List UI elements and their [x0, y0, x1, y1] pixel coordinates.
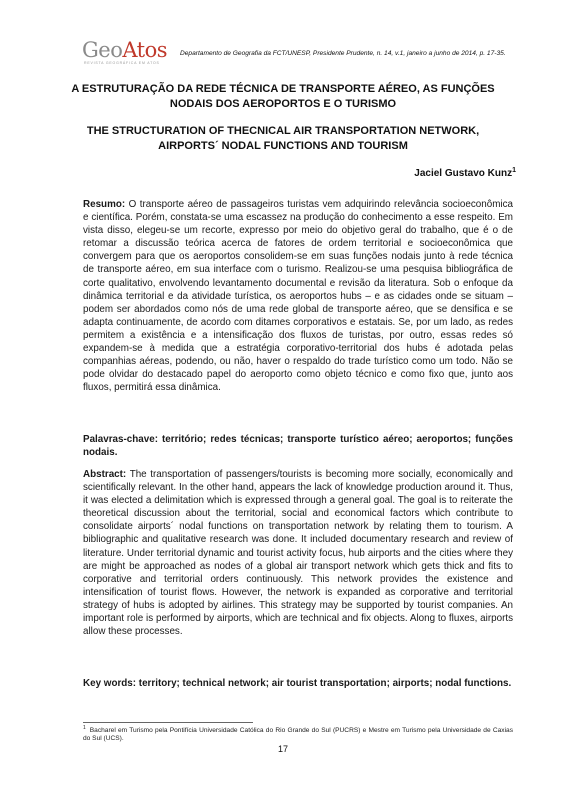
footnote	[83, 727, 513, 744]
keywords-english: Key words: territory; technical network; air tourist transportation; airports; nodal functions.	[83, 678, 512, 689]
abstract-paragraph	[83, 468, 513, 638]
footnote-divider	[83, 722, 253, 723]
page-number: 17	[277, 744, 288, 754]
logo-subtitle: REVISTA GEOGRÁFICA EM ATOS	[84, 61, 160, 65]
author-footnote-mark: 1	[512, 167, 516, 174]
author-line	[414, 167, 516, 180]
journal-header	[82, 38, 522, 74]
logo-text-atos: Atos	[122, 38, 168, 62]
running-head: Departamento de Geografia da FCT/UNESP, Presidente Prudente, n. 14, v.1, janeiro a junho de 2014, p. 17-35.	[180, 50, 506, 57]
geoatos-logo	[82, 38, 172, 68]
footnote-mark: 1	[83, 725, 86, 731]
author-name: Jaciel Gustavo Kunz	[414, 168, 513, 179]
keywords-portuguese: Palavras-chave: território; redes técnicas; transporte turístico aéreo; aeroportos; funções nodais.	[83, 434, 513, 459]
resumo-text: O transporte aéreo de passageiros turistas vem adquirindo relevância socioeconômica e científica. Porém, constata-se uma escassez na produção do conhecimento a esse respeito. Em vista disso, elegeu-se um recorte, expresso por meio do objetivo geral do trabalho, que é o de retomar a discussão teórica acerca de fatores de ordem territorial e socioeconômica que convergem para que os aeroportos consolidem-se em suas funções nodais junto à rede técnica de transporte aéreo, em sua interface com o turismo. Realizou-se uma pesquisa bibliográfica de corte qualitativo, envolvendo levantamento documental e revisão da literatura. Sob o enfoque da dinâmica territorial e da atividade turística, os aeroportos hubs – e as cidades onde se situam – podem ser abordados como nós de uma rede global de transporte aéreo, que se densifica e se adapta continuamente, de acordo com ditames corporativos e estatais. Se, por um lado, as redes permitem a existência e a intensificação dos fluxos de turistas, por outro, essas redes só expandem-se à medida que a estratégia corporativo-territorial dos hubs é adotada pelas companhias aéreas, podendo, ou não, haver o respaldo do trade turístico como um todo. Não se pode olvidar do destacado papel do aeroporto como objeto técnico e como fixo que, junto aos fluxos, permitirá essa dinâmica.	[83, 199, 513, 394]
abstract-text: The transportation of passengers/tourists is becoming more socially, economically and scientifically relevant. In the other hand, appears the lack of knowledge production around it. Thus, it was elected a delimitation which is expressed through a general goal. The goal is to reiterate the theoretical discussion about the territorial, social and economical factors which contribute to consolidate airports´ nodal functions on transportation network by relating them to tourism. A bibliographic and qualitative research was done. It included documentary research and review of literature. Under territorial dynamic and tourist activity focus, hub airports and the cities where they are might be approached as nodes of a global air transport network which gets thick and fits to corporative and territorial orders continuously. This network provides the existence and intensification of tourist flows. However, the network is expanded as corporative and territorial strategy of hubs is adopted by airlines. This strategy may be supported by tourist companies. An important role is performed by airports, which are technical and fix objects. Along to fluxes, airports allow these processes.	[83, 469, 513, 638]
title-english: THE STRUCTURATION OF THECNICAL AIR TRANSPORTATION NETWORK, AIRPORTS´ NODAL FUNCTIONS AND TOURISM	[86, 125, 480, 152]
resumo-label: Resumo:	[83, 199, 126, 210]
footnote-text: Bacharel em Turismo pela Pontifícia Universidade Católica do Rio Grande do Sul (PUCRS) e Mestre em Turismo pela Universidade de Caxias do Sul (UCS).	[83, 727, 513, 743]
logo-text-geo: Geo	[82, 38, 123, 62]
title-portuguese: A ESTRUTURAÇÃO DA REDE TÉCNICA DE TRANSPORTE AÉREO, AS FUNÇÕES NODAIS DOS AEROPORTOS E O TURISMO	[71, 83, 495, 110]
resumo-paragraph	[83, 198, 513, 394]
abstract-label: Abstract:	[83, 469, 127, 480]
